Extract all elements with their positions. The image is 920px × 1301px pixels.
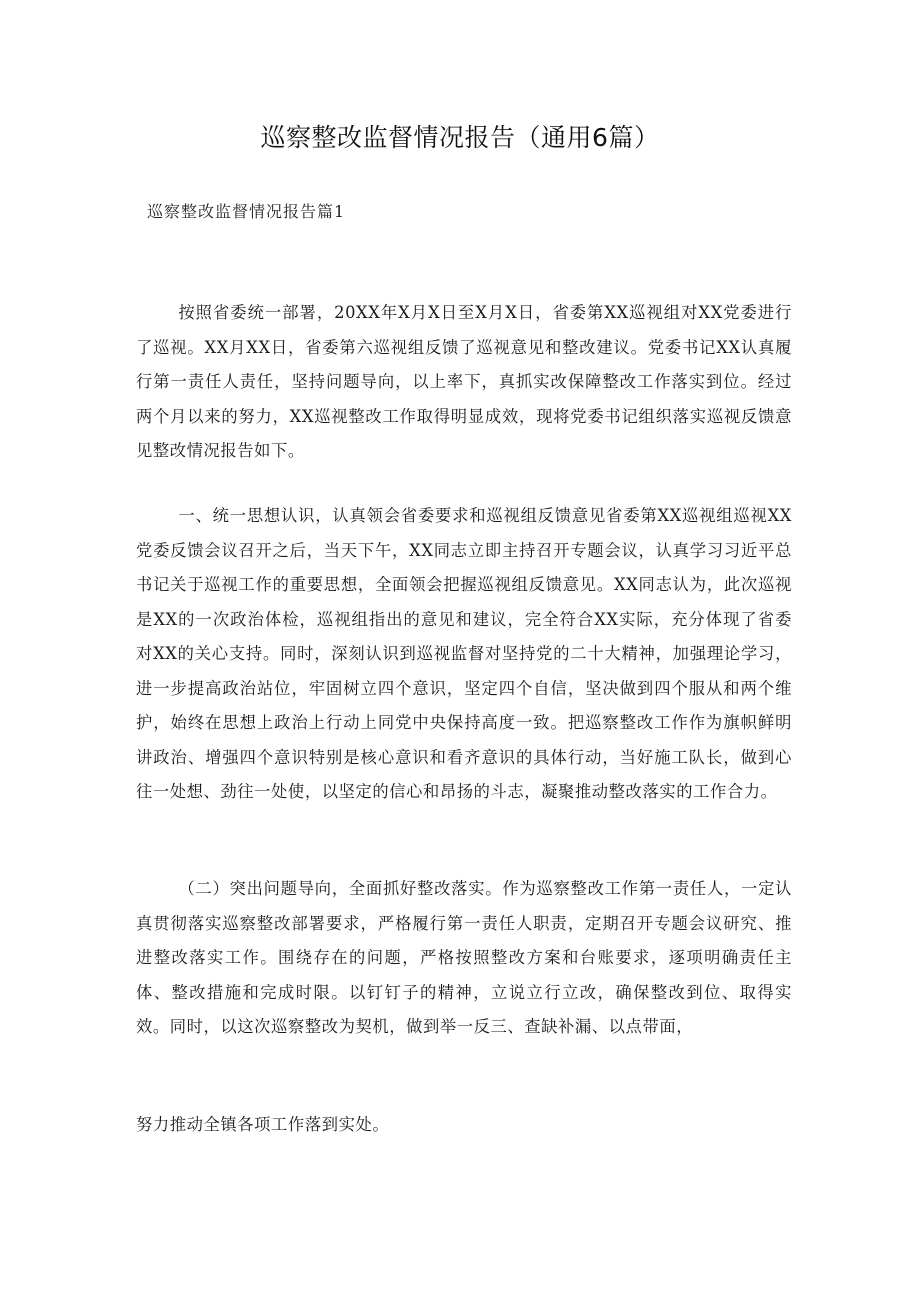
paragraph-section-two: （二）突出问题导向，全面抓好整改落实。作为巡察整改工作第一责任人，一定认真贯彻落实巡察整改部署要求，严格履行第一责任人职责，定期召开专题会议研究、推进整改落实工作。围绕存在的问题，严格按照整改方案和台账要求，逐项明确责任主体、整改措施和完成时限。以钉钉子的精神，立说立行立改，确保整改到位、取得实效。同时，以这次巡察整改为契机，做到举一反三、查缺补漏、以点带面，	[136, 879, 792, 1036]
paragraph-intro: 按照省委统一部署，20XX年X月X日至X月X日，省委第XX巡视组对XX党委进行了巡视。XX月XX日，省委第六巡视组反馈了巡视意见和整改建议。党委书记XX认真履行第一责任人责任，坚持问题导向，以上率下，真抓实改保障整改工作落实到位。经过两个月以来的努力，XX巡视整改工作取得明显成效，现将党委书记组织落实巡视反馈意见整改情况报告如下。	[136, 303, 792, 460]
document-title: 巡察整改监督情况报告（通用6篇）	[260, 123, 660, 152]
paragraph-continuation: 努力推动全镇各项工作落到实处。	[136, 1115, 390, 1134]
section-heading: 巡察整改监督情况报告篇1	[147, 202, 346, 221]
paragraph-section-one: 一、统一思想认识，认真领会省委要求和巡视组反馈意见省委第XX巡视组巡视XX党委反馈会议召开之后，当天下午，XX同志立即主持召开专题会议，认真学习习近平总书记关于巡视工作的重要思想，全面领会把握巡视组反馈意见。XX同志认为，此次巡视是XX的一次政治体检，巡视组指出的意见和建议，完全符合XX实际，充分体现了省委对XX的关心支持。同时，深刻认识到巡视监督对坚持党的二十大精神，加强理论学习，进一步提高政治站位，牢固树立四个意识，坚定四个自信，坚决做到四个服从和两个维护，始终在思想上政治上行动上同党中央保持高度一致。把巡察整改工作作为旗帜鲜明讲政治、增强四个意识特别是核心意识和看齐意识的具体行动，当好施工队长，做到心往一处想、劲往一处使，以坚定的信心和昂扬的斗志，凝聚推动整改落实的工作合力。	[136, 506, 792, 801]
